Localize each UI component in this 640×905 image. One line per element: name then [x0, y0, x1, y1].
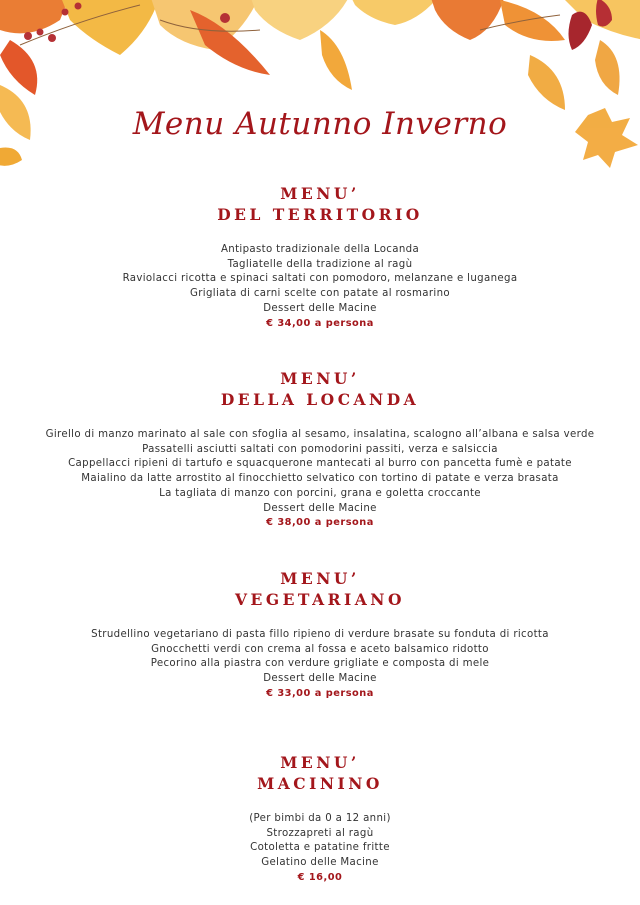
section-heading [0, 183, 640, 225]
menu-items [0, 628, 640, 702]
section-heading [0, 368, 640, 410]
autumn-leaves-decoration [0, 0, 640, 175]
menu-section-locanda [0, 368, 640, 531]
menu-item: Dessert delle Macine [263, 302, 377, 314]
menu-item: Girello di manzo marinato al sale con sfoglia al sesamo, insalatina, scalogno all’albana e salsa verde [45, 429, 595, 440]
page-title: Menu Autunno Inverno [132, 106, 508, 142]
menu-item: (Per bimbi da 0 a 12 anni) [249, 813, 391, 824]
menu-item: Dessert delle Macine [263, 502, 377, 514]
section-heading-line2: VEGETARIANO [235, 590, 405, 609]
menu-price: € 34,00 a persona [266, 317, 374, 329]
menu-item: Gnocchetti verdi con crema al fossa e aceto balsamico ridotto [151, 643, 489, 655]
section-heading-line1: MENU’ [280, 753, 360, 772]
menu-item: Grigliata di carni scelte con patate al rosmarino [190, 288, 450, 300]
menu-items [0, 243, 640, 331]
section-heading-line1: MENU’ [280, 569, 360, 588]
menu-item: Raviolacci ricotta e spinaci saltati con pomodoro, melanzane e luganega [122, 273, 518, 285]
menu-section-macinino [0, 752, 640, 886]
menu-item: La tagliata di manzo con porcini, grana e goletta croccante [159, 487, 481, 499]
menu-price: € 16,00 [297, 871, 343, 883]
menu-item: Maialino da latte arrostito al finocchietto selvatico con tortino di patate e verza brasata [81, 473, 559, 485]
menu-price: € 33,00 a persona [266, 687, 374, 699]
menu-item: Gelatino delle Macine [261, 857, 379, 869]
menu-item: Cotoletta e patatine fritte [250, 842, 390, 854]
menu-item: Strudellino vegetariano di pasta fillo ripieno di verdure brasate su fonduta di ricotta [91, 629, 549, 640]
menu-item: Dessert delle Macine [263, 673, 377, 685]
section-heading-line1: MENU’ [280, 184, 360, 203]
section-heading-line2: DELLA LOCANDA [220, 390, 420, 409]
section-heading-line1: MENU’ [280, 369, 360, 388]
menu-item: Cappellacci ripieni di tartufo e squacquerone mantecati al burro con pancetta fumè e patate [68, 458, 572, 470]
menu-price: € 38,00 a persona [266, 517, 374, 529]
section-heading-line2: DEL TERRITORIO [217, 205, 423, 224]
menu-items [0, 812, 640, 886]
section-heading [0, 568, 640, 610]
menu-item: Passatelli asciutti saltati con pomodorini passiti, verza e salsiccia [142, 443, 498, 455]
menu-section-vegetariano [0, 568, 640, 702]
menu-section-territorio [0, 183, 640, 331]
section-heading [0, 752, 640, 794]
menu-item: Pecorino alla piastra con verdure grigliate e composta di mele [150, 658, 490, 670]
menu-item: Strozzapreti al ragù [266, 827, 374, 839]
menu-item: Tagliatelle della tradizione al ragù [227, 258, 413, 270]
section-heading-line2: MACININO [257, 774, 383, 793]
menu-items [0, 428, 640, 531]
menu-item: Antipasto tradizionale della Locanda [220, 244, 420, 255]
